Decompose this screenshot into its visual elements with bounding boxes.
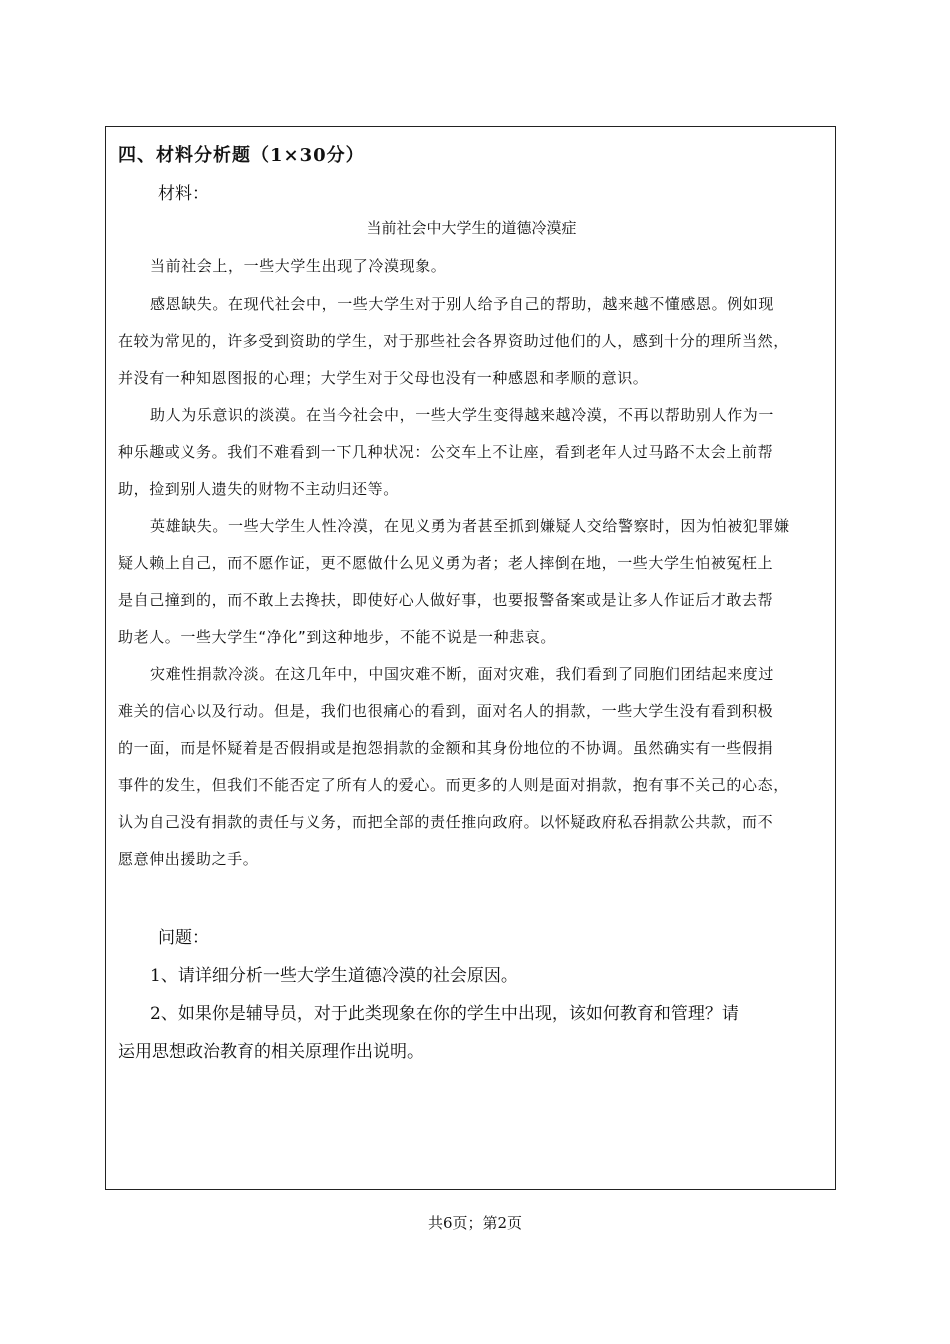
article-line: 并没有一种知恩图报的心理；大学生对于父母也没有一种感恩和孝顺的意识。 xyxy=(118,369,649,387)
question-2-line-2: 运用思想政治教育的相关原理作出说明。 xyxy=(118,1042,424,1062)
article-line: 种乐趣或义务。我们不难看到一下几种状况：公交车上不让座，看到老年人过马路不太会上前帮 xyxy=(118,443,774,461)
exam-frame xyxy=(105,126,836,1190)
article-line: 的一面，而是怀疑着是否假捐或是抱怨捐款的金额和其身份地位的不协调。虽然确实有一些假捐 xyxy=(118,739,774,757)
question-1: 1、请详细分析一些大学生道德冷漠的社会原因。 xyxy=(150,966,518,986)
questions-label: 问题： xyxy=(158,928,209,948)
article-line: 助，捡到别人遗失的财物不主动归还等。 xyxy=(118,480,399,498)
article-line: 是自己撞到的，而不敢上去搀扶，即使好心人做好事，也要报警备案或是让多人作证后才敢去帮 xyxy=(118,591,774,609)
article-line: 当前社会上，一些大学生出现了冷漠现象。 xyxy=(150,257,447,275)
article-line: 灾难性捐款冷淡。在这几年中，中国灾难不断，面对灾难，我们看到了同胞们团结起来度过 xyxy=(150,665,775,683)
article-title: 当前社会中大学生的道德冷漠症 xyxy=(366,219,577,237)
article-line: 助老人。一些大学生“净化”到这种地步，不能不说是一种悲哀。 xyxy=(118,628,556,646)
article-line: 事件的发生，但我们不能否定了所有人的爱心。而更多的人则是面对捐款，抱有事不关己的心态， xyxy=(118,776,789,794)
material-label: 材料： xyxy=(158,184,209,204)
section-title: 四、材料分析题（1×30分） xyxy=(118,145,365,166)
article-line: 愿意伸出援助之手。 xyxy=(118,850,259,868)
article-line: 难关的信心以及行动。但是，我们也很痛心的看到，面对名人的捐款，一些大学生没有看到积极 xyxy=(118,702,774,720)
page-footer: 共6页；第2页 xyxy=(427,1214,523,1232)
article-line: 助人为乐意识的淡漠。在当今社会中，一些大学生变得越来越冷漠，不再以帮助别人作为一 xyxy=(150,406,775,424)
question-2-line-1: 2、如果你是辅导员，对于此类现象在你的学生中出现，该如何教育和管理？请 xyxy=(150,1004,739,1024)
article-line: 在较为常见的，许多受到资助的学生，对于那些社会各界资助过他们的人，感到十分的理所当然， xyxy=(118,332,789,350)
article-line: 感恩缺失。在现代社会中，一些大学生对于别人给予自己的帮助，越来越不懂感恩。例如现 xyxy=(150,295,775,313)
article-line: 英雄缺失。一些大学生人性冷漠，在见义勇为者甚至抓到嫌疑人交给警察时，因为怕被犯罪嫌 xyxy=(150,517,790,535)
article-line: 疑人赖上自己，而不愿作证，更不愿做什么见义勇为者；老人摔倒在地，一些大学生怕被冤枉上 xyxy=(118,554,774,572)
article-line: 认为自己没有捐款的责任与义务，而把全部的责任推向政府。以怀疑政府私吞捐款公共款，而不 xyxy=(118,813,774,831)
